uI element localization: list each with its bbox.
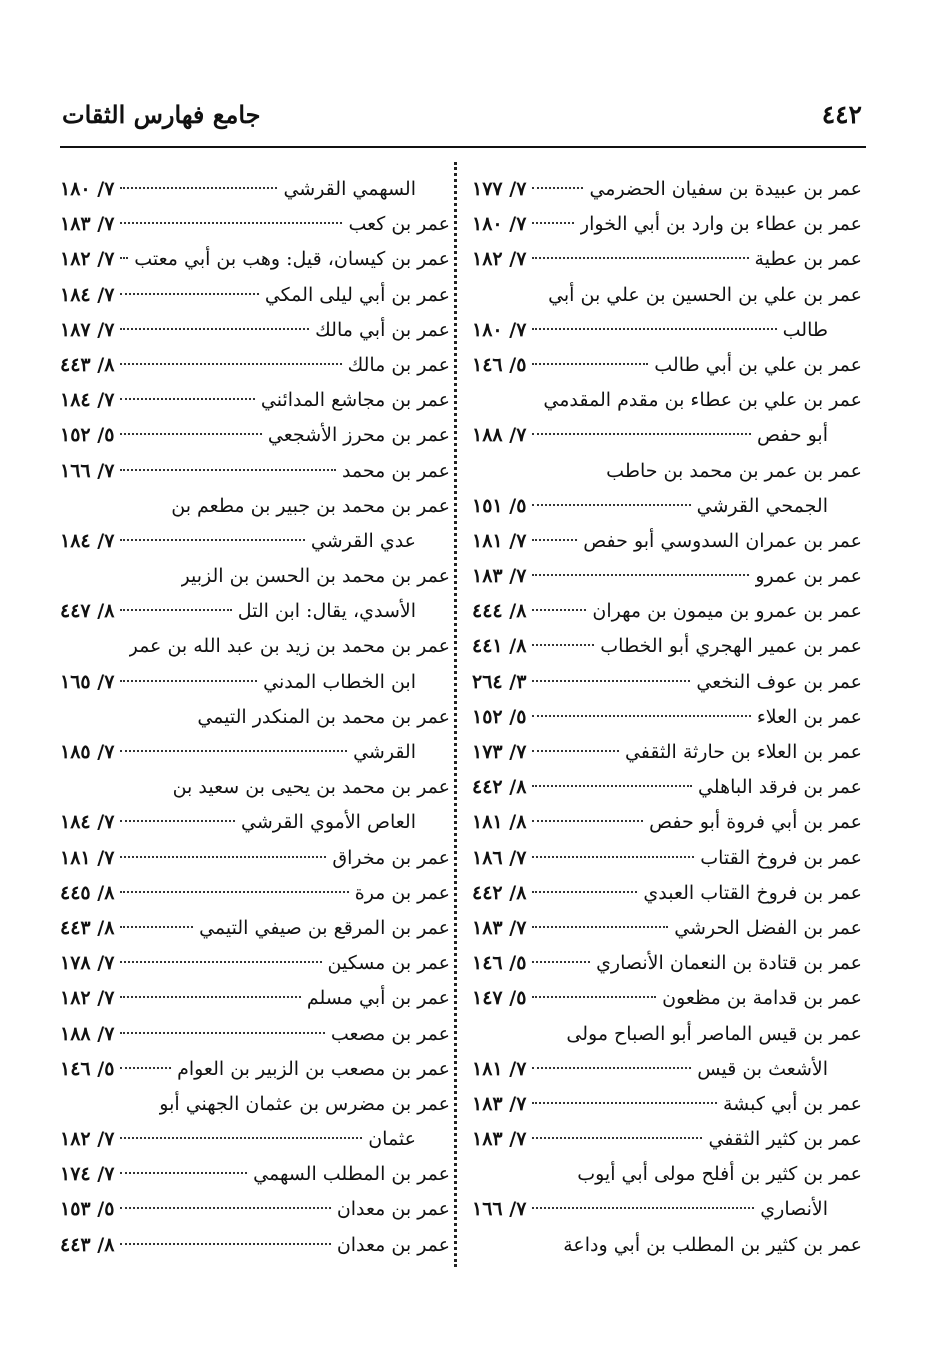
page-number: ٤٤٢ bbox=[821, 100, 862, 129]
entry-reference: ٨/ ٤٤٢ bbox=[472, 776, 527, 799]
entry-reference: ٧/ ١٨٨ bbox=[60, 1022, 115, 1045]
dot-leader bbox=[532, 1067, 691, 1069]
index-entry bbox=[60, 278, 450, 313]
index-entry bbox=[472, 172, 862, 207]
index-entry bbox=[472, 911, 862, 946]
entry-reference: ٧/ ١٨٠ bbox=[472, 318, 527, 341]
dot-leader bbox=[120, 1207, 330, 1209]
index-entry bbox=[60, 735, 450, 770]
entry-name: عمر بن عمران السدوسي أبو حفص bbox=[583, 529, 862, 552]
index-column-left bbox=[60, 172, 450, 1263]
entry-name: عمر بن علي بن عطاء بن مقدم المقدمي bbox=[543, 389, 862, 412]
index-entry bbox=[60, 876, 450, 911]
entry-name: الجمحي القرشي bbox=[696, 494, 828, 517]
index-entry bbox=[60, 1157, 450, 1192]
entry-name: عمر بن كيسان، قيل: وهب بن أبي معتب bbox=[134, 248, 450, 271]
index-entry bbox=[472, 278, 862, 313]
entry-name: عمر بن كثير بن المطلب بن أبي وداعة bbox=[563, 1233, 862, 1256]
index-entry bbox=[472, 489, 862, 524]
entry-reference: ٥/ ١٤٦ bbox=[472, 353, 527, 376]
index-entry bbox=[60, 841, 450, 876]
entry-name: عمر بن العلاء بن حارثة الثقفي bbox=[624, 741, 862, 763]
entry-name: عمر بن عمرو bbox=[755, 565, 862, 588]
entry-reference: ٥/ ١٥٢ bbox=[472, 705, 527, 728]
entry-reference: ٧/ ١٨٨ bbox=[472, 424, 527, 447]
entry-name: عمر بن عمرو بن ميمون بن مهران bbox=[592, 600, 862, 623]
dot-leader bbox=[532, 891, 637, 893]
index-column-right bbox=[472, 172, 862, 1263]
entry-reference: ٧/ ١٦٦ bbox=[472, 1198, 527, 1221]
entry-name: عمر بن محمد bbox=[341, 459, 450, 482]
index-entry bbox=[60, 207, 450, 242]
entry-name: عمر بن محمد بن جبير بن مطعم بن bbox=[171, 494, 450, 517]
dot-leader bbox=[532, 1137, 702, 1139]
entry-name: عمر بن المرقع بن صيفي التيمي bbox=[199, 916, 450, 939]
index-entry bbox=[60, 946, 450, 981]
index-entry bbox=[60, 594, 450, 629]
entry-name: عمر بن مسكين bbox=[327, 952, 450, 975]
entry-reference: ٥/ ١٥٣ bbox=[60, 1198, 115, 1221]
dot-leader bbox=[532, 222, 574, 224]
dot-leader bbox=[532, 820, 643, 822]
index-entry bbox=[60, 911, 450, 946]
entry-reference: ٧/ ١٨٢ bbox=[472, 248, 527, 271]
dot-leader bbox=[532, 609, 586, 611]
index-entry bbox=[60, 242, 450, 277]
entry-name: عمر بن مصعب بن الزبير بن العوام bbox=[177, 1057, 450, 1080]
dot-leader bbox=[532, 433, 751, 435]
dot-leader bbox=[532, 363, 648, 365]
entry-name: عمر بن محمد بن المنكدر التيمي bbox=[197, 705, 450, 728]
index-entry bbox=[472, 454, 862, 489]
entry-reference: ٧/ ١٨٣ bbox=[472, 1092, 527, 1115]
entry-reference: ٥/ ١٤٦ bbox=[472, 952, 527, 975]
entry-reference: ٧/ ١٨٣ bbox=[472, 916, 527, 939]
entry-name: عمر بن فرقد الباهلي bbox=[697, 776, 862, 799]
entry-name: عمر بن عطية bbox=[754, 248, 862, 271]
entry-reference: ٧/ ١٧٨ bbox=[60, 952, 115, 975]
entry-name: عمر بن أبي مالك bbox=[315, 318, 450, 341]
index-entry bbox=[60, 559, 450, 594]
entry-reference: ٧/ ١٨١ bbox=[60, 846, 115, 869]
index-entry bbox=[472, 313, 862, 348]
entry-reference: ٥/ ١٤٧ bbox=[472, 987, 527, 1010]
dot-leader bbox=[532, 1102, 717, 1104]
index-entry bbox=[472, 594, 862, 629]
index-entry bbox=[472, 559, 862, 594]
entry-name: القرشي bbox=[353, 741, 416, 763]
index-entry bbox=[472, 770, 862, 805]
entry-reference: ٧/ ١٨١ bbox=[472, 1057, 527, 1080]
entry-reference: ٨/ ١٨١ bbox=[472, 811, 527, 834]
index-entry bbox=[60, 524, 450, 559]
index-entry bbox=[472, 348, 862, 383]
entry-name: عمر بن عطاء بن وارد بن أبي الخوار bbox=[579, 213, 862, 236]
index-entry bbox=[60, 489, 450, 524]
index-entry bbox=[472, 946, 862, 981]
index-entry bbox=[60, 1192, 450, 1227]
index-entry bbox=[472, 242, 862, 277]
entry-name: العاص الأموي القرشي bbox=[241, 811, 416, 834]
entry-reference: ٣/ ٢٦٤ bbox=[472, 670, 527, 693]
dot-leader bbox=[120, 1243, 330, 1245]
dot-leader bbox=[120, 820, 235, 822]
dot-leader bbox=[120, 187, 277, 189]
entry-reference: ٨/ ٤٤٣ bbox=[60, 1233, 115, 1256]
dot-leader bbox=[120, 293, 258, 295]
dot-leader bbox=[120, 539, 304, 541]
index-entry bbox=[60, 383, 450, 418]
entry-name: عمر بن المطلب السهمي bbox=[253, 1163, 450, 1186]
entry-reference: ٧/ ١٨٤ bbox=[60, 529, 115, 552]
index-entry bbox=[60, 1052, 450, 1087]
entry-reference: ٧/ ١٨٤ bbox=[60, 811, 115, 834]
entry-reference: ٥/ ١٥٢ bbox=[60, 424, 115, 447]
index-entry bbox=[60, 418, 450, 453]
entry-name: ابن الخطاب المدني bbox=[263, 670, 416, 693]
index-entry bbox=[60, 629, 450, 664]
dot-leader bbox=[120, 996, 300, 998]
dot-leader bbox=[120, 1137, 362, 1139]
dot-leader bbox=[120, 363, 341, 365]
dot-leader bbox=[120, 891, 348, 893]
index-entry bbox=[472, 876, 862, 911]
dot-leader bbox=[532, 996, 656, 998]
dot-leader bbox=[532, 1207, 754, 1209]
entry-name: عمر بن كثير الثقفي bbox=[708, 1128, 862, 1151]
dot-leader bbox=[120, 926, 193, 928]
entry-reference: ٧/ ١٨٣ bbox=[472, 1128, 527, 1151]
entry-reference: ٨/ ٤٤٤ bbox=[472, 600, 527, 623]
index-entry bbox=[60, 1087, 450, 1122]
entry-name: عمر بن فروخ القتاب العبدي bbox=[643, 881, 862, 904]
dot-leader bbox=[120, 469, 336, 471]
entry-name: عمر بن قيس الماصر أبو الصباح مولى bbox=[566, 1022, 862, 1045]
entry-name: الأنصاري bbox=[760, 1198, 828, 1221]
index-entry bbox=[472, 841, 862, 876]
dot-leader bbox=[120, 750, 347, 752]
index-entry bbox=[472, 665, 862, 700]
entry-name: السهمي القرشي bbox=[283, 178, 416, 200]
entry-name: عمر بن عمير الهجري أبو الخطاب bbox=[600, 635, 862, 658]
entry-name: عمر بن أبي فروة أبو حفص bbox=[649, 811, 862, 834]
index-entry bbox=[60, 454, 450, 489]
entry-name: عمر بن مالك bbox=[347, 353, 450, 376]
column-divider bbox=[454, 162, 457, 1267]
dot-leader bbox=[120, 433, 262, 435]
index-entry bbox=[60, 1228, 450, 1263]
index-entry bbox=[472, 1157, 862, 1192]
entry-name: عمر بن معدان bbox=[336, 1198, 450, 1221]
entry-name: عمر بن محمد بن يحيى بن سعيد بن bbox=[172, 776, 450, 799]
entry-name: عمر بن كثير بن أفلح مولى أبي أيوب bbox=[577, 1163, 862, 1186]
dot-leader bbox=[532, 257, 748, 259]
entry-name: عمر بن معدان bbox=[336, 1233, 450, 1256]
entry-name: عمر بن محمد بن الحسن بن الزبير bbox=[180, 565, 450, 588]
index-entry bbox=[472, 735, 862, 770]
index-entry bbox=[472, 418, 862, 453]
dot-leader bbox=[532, 539, 577, 541]
entry-name: عمر بن العلاء bbox=[756, 705, 862, 728]
dot-leader bbox=[532, 715, 750, 717]
entry-name: عمر بن كعب bbox=[348, 213, 450, 236]
dot-leader bbox=[120, 222, 342, 224]
index-entry bbox=[472, 805, 862, 840]
entry-reference: ٧/ ١٨٢ bbox=[60, 248, 115, 271]
entry-reference: ٨/ ٤٤٣ bbox=[60, 353, 115, 376]
entry-name: عمر بن الفضل الحرشي bbox=[674, 916, 862, 939]
dot-leader bbox=[532, 504, 690, 506]
entry-reference: ٧/ ١٨٢ bbox=[60, 987, 115, 1010]
entry-reference: ٧/ ١٨١ bbox=[472, 529, 527, 552]
dot-leader bbox=[120, 1067, 171, 1069]
index-entry bbox=[472, 1228, 862, 1263]
dot-leader bbox=[120, 680, 257, 682]
index-entry bbox=[472, 700, 862, 735]
entry-name: عمر بن مصعب bbox=[330, 1022, 450, 1045]
dot-leader bbox=[120, 257, 128, 259]
dot-leader bbox=[532, 187, 583, 189]
dot-leader bbox=[532, 961, 590, 963]
entry-name: عمر بن قتادة بن النعمان الأنصاري bbox=[596, 952, 862, 975]
entry-reference: ٧/ ١٨٣ bbox=[60, 213, 115, 236]
entry-reference: ٧/ ١٨٣ bbox=[472, 565, 527, 588]
entry-name: عمر بن مجاشع المدائني bbox=[260, 389, 450, 412]
entry-name: عمر بن علي بن أبي طالب bbox=[654, 353, 862, 376]
dot-leader bbox=[120, 1032, 324, 1034]
header-rule bbox=[60, 146, 866, 148]
entry-reference: ٨/ ٤٤٥ bbox=[60, 881, 115, 904]
entry-name: عمر بن أبي مسلم bbox=[306, 987, 450, 1010]
entry-name: الأسدي، يقال: ابن التل bbox=[237, 600, 416, 623]
dot-leader bbox=[120, 1172, 247, 1174]
index-entry bbox=[472, 1122, 862, 1157]
entry-name: عمر بن عوف النخعي bbox=[696, 670, 862, 693]
entry-name: عمر بن عمر بن محمد بن حاطب bbox=[606, 459, 862, 482]
entry-name: أبو حفص bbox=[756, 424, 828, 447]
entry-name: عمر بن مخراق bbox=[332, 846, 450, 869]
entry-reference: ٧/ ١٧٧ bbox=[472, 178, 527, 200]
entry-name: عمر بن أبي ليلى المكي bbox=[264, 283, 450, 306]
index-entry bbox=[60, 770, 450, 805]
index-entry bbox=[472, 1192, 862, 1227]
dot-leader bbox=[120, 961, 321, 963]
entry-name: عمر بن محمد بن زيد بن عبد الله بن عمر bbox=[128, 635, 450, 658]
entry-reference: ٧/ ١٨٢ bbox=[60, 1128, 115, 1151]
entry-reference: ٧/ ١٨٦ bbox=[472, 846, 527, 869]
dot-leader bbox=[532, 926, 668, 928]
entry-reference: ٧/ ١٨٤ bbox=[60, 283, 115, 306]
entry-name: عثمان bbox=[368, 1128, 416, 1151]
entry-name: الأشعث بن قيس bbox=[697, 1057, 828, 1080]
entry-name: عمر بن قدامة بن مظعون bbox=[662, 987, 862, 1010]
entry-reference: ٨/ ٤٤٧ bbox=[60, 600, 115, 623]
dot-leader bbox=[120, 328, 309, 330]
index-entry bbox=[60, 700, 450, 735]
entry-name: عمر بن مضرس بن عثمان الجهني أبو bbox=[159, 1092, 450, 1115]
index-entry bbox=[60, 1017, 450, 1052]
entry-reference: ٧/ ١٦٥ bbox=[60, 670, 115, 693]
entry-reference: ٨/ ٤٤٣ bbox=[60, 916, 115, 939]
book-title: جامع فهارس الثقات bbox=[62, 100, 261, 129]
entry-reference: ٥/ ١٤٦ bbox=[60, 1057, 115, 1080]
entry-name: عمر بن فروخ القتاب bbox=[700, 846, 862, 869]
index-entry bbox=[60, 665, 450, 700]
dot-leader bbox=[532, 328, 776, 330]
index-entry bbox=[472, 1017, 862, 1052]
entry-name: عدي القرشي bbox=[310, 529, 416, 552]
index-entry bbox=[60, 348, 450, 383]
index-entry bbox=[60, 981, 450, 1016]
entry-name: عمر بن علي بن الحسين بن علي بن أبي bbox=[548, 283, 862, 306]
dot-leader bbox=[532, 680, 690, 682]
entry-reference: ٨/ ٤٤١ bbox=[472, 635, 527, 658]
entry-name: طالب bbox=[782, 318, 828, 341]
dot-leader bbox=[120, 609, 231, 611]
entry-reference: ٧/ ١٧٤ bbox=[60, 1163, 115, 1186]
entry-reference: ٧/ ١٧٣ bbox=[472, 741, 527, 763]
index-entry bbox=[472, 524, 862, 559]
index-entry bbox=[472, 1087, 862, 1122]
index-entry bbox=[60, 805, 450, 840]
dot-leader bbox=[120, 856, 326, 858]
index-entry bbox=[472, 981, 862, 1016]
dot-leader bbox=[532, 574, 749, 576]
index-entry bbox=[472, 629, 862, 664]
dot-leader bbox=[532, 750, 619, 752]
entry-name: عمر بن أبي كبشة bbox=[723, 1092, 862, 1115]
entry-name: عمر بن محرز الأشجعي bbox=[267, 424, 450, 447]
entry-reference: ٧/ ١٨٠ bbox=[472, 213, 527, 236]
entry-reference: ٧/ ١٨٧ bbox=[60, 318, 115, 341]
dot-leader bbox=[532, 785, 692, 787]
entry-reference: ٥/ ١٥١ bbox=[472, 494, 527, 517]
entry-reference: ٧/ ١٦٦ bbox=[60, 459, 115, 482]
dot-leader bbox=[532, 644, 594, 646]
entry-name: عمر بن مرة bbox=[354, 881, 450, 904]
index-entry bbox=[472, 207, 862, 242]
index-entry bbox=[60, 172, 450, 207]
entry-name: عمر بن عبيدة بن سفيان الحضرمي bbox=[589, 178, 862, 200]
index-entry bbox=[472, 383, 862, 418]
index-entry bbox=[60, 313, 450, 348]
entry-reference: ٨/ ٤٤٢ bbox=[472, 881, 527, 904]
entry-reference: ٧/ ١٨٠ bbox=[60, 178, 115, 200]
page-header bbox=[62, 100, 862, 140]
dot-leader bbox=[532, 856, 694, 858]
index-entry bbox=[60, 1122, 450, 1157]
dot-leader bbox=[120, 398, 254, 400]
entry-reference: ٧/ ١٨٥ bbox=[60, 741, 115, 763]
index-entry bbox=[472, 1052, 862, 1087]
entry-reference: ٧/ ١٨٤ bbox=[60, 389, 115, 412]
